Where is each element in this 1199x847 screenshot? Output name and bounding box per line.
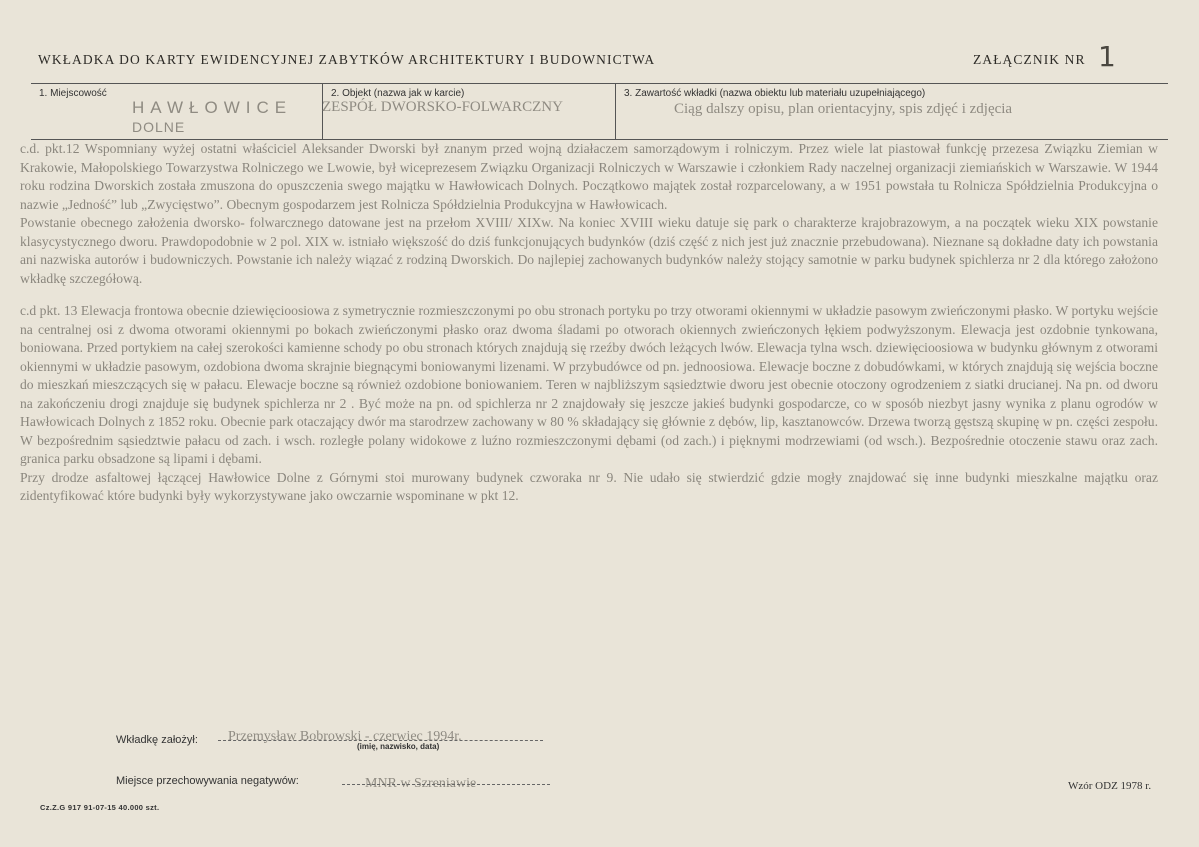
- location-value-line1: HAWŁOWICE: [132, 98, 293, 117]
- created-by-value: Przemysław Bobrowski - czerwiec 1994r.: [228, 729, 462, 744]
- negatives-location-value: MNR w Szreniawie: [365, 776, 477, 791]
- paragraph-origins: Powstanie obecnego założenia dworsko- folwarcznego datowane jest na przełom XVIII/ XIXw. Na koniec XVIII wieku datuje się park o charakterze krajobrazowym, a na początek wieku XIX powstanie klasycystycznego dworu. Prawdopodobnie w 2 pol. XIX w. istniało większość do dziś funkcjonujących budynków (dziś część z nich jest już znacznie przebudowana). Nieznane są dokładne daty ich powstania ani nazwiska autorów i budowniczych. Powstanie ich należy wiązać z rodziną Dworskich. Do najlepiej zachowanych budynków należy stojący samotnie w parku budynek spichlerza nr 2 dla którego założono wkładkę szczegółową.: [20, 215, 1158, 286]
- description-body: [20, 140, 1158, 506]
- negatives-location-label: Miejsce przechowywania negatywów:: [116, 775, 299, 787]
- paragraph-elevation: c.d pkt. 13 Elewacja frontowa obecnie dziewięcioosiowa z symetrycznie rozmieszczonymi po obu stronach portyku po trzy otworami okiennymi w układzie pasowym zwieńczonymi płasko. W portyku wejście na centralnej osi z dwoma otworami okiennymi po bokach zwieńczonymi płasko oraz dwoma śladami po otworach okiennych zwieńczonych łękiem podwyższonym. Elewacja jest ozdobnie tynkowana, boniowana. Przed portykiem na całej szerokości kamienne schody po obu stronach których znajdują się rzeźby dwóch leżących lwów. Elewacja tylna wsch. dziewięcioosiowa w budynku głównym z otworami okiennymi w układzie pasowym, ozdobiona dwoma skrajnie biegnącymi boniowanymi lizenami. W przybudówce od pn. jednoosiowa. Elewacje boczne z dobudówkami, w których znajdują się wejścia boczne do mieszkań mieszczących się w pałacu. Elewacje boczne są również ozdobione boniowaniem. Teren w najbliższym sąsiedztwie dworu jest obecnie otoczony ogrodzeniem z siatki drucianej. Na pn. od dworu na zakończeniu drogi znajduje się budynek spichlerza nr 2 . Być może na pn. od spichlerza nr 2 znajdowały się jeszcze jakieś budynki gospodarcze, co w sposób niezbyt jasny wynika z planu ogrodów w Hawłowicach Dolnych z 1852 roku. Obecnie park otaczający dwór ma starodrzew zachowany w 80 % składający się głównie z dębów, lip, kasztanowców. Drzewa tworzą gęstszą skupinę w pn. części zespołu. W bezpośrednim sąsiedztwie pałacu od zach. i wsch. rozległe polany widokowe z luźno rozmieszczonymi dębami (od zach.) i pięknymi modrzewiami (od wsch.). Bezpośrednie otoczenie stawu oraz zach. granica parku obsadzone są lipami i dębami.: [20, 303, 1158, 466]
- print-code: Cz.Z.G 917 91-07-15 40.000 szt.: [40, 803, 160, 812]
- object-label: 2. Objekt (nazwa jak w karcie): [331, 88, 465, 99]
- header-fields-table: [31, 83, 1168, 140]
- location-label: 1. Miejscowość: [39, 88, 107, 99]
- paragraph-buildings: Przy drodze asfaltowej łączącej Hawłowice Dolne z Górnymi stoi murowany budynek czworaka nr 9. Nie udało się stwierdzić gdzie mogły znajdować się inne budynki mieszkalne majątku oraz zidentyfikować które budynki były wykorzystywane jako owczarnie wspominane w pkt 12.: [20, 469, 1158, 503]
- contents-cell: [615, 84, 1169, 139]
- location-cell: [31, 84, 322, 139]
- created-by-label: Wkładkę założył:: [116, 734, 198, 746]
- created-by-line: [218, 740, 543, 741]
- paragraph-history: c.d. pkt.12 Wspomniany wyżej ostatni właściciel Aleksander Dworski był znanym przed wojną działaczem samorządowym i rolniczym. Przez wiele lat piastował funkcję przezesa Związku Ziemian w Krakowie, Małopolskiego Towarzystwa Rolniczego we Lwowie, był wiceprezesem Związku Organizacji Rolniczych w Warszawie i członkiem Rady naczelnej organizacji ziemiańskich w Warszawie. W 1944 roku rodzina Dworskich została zmuszona do opuszczenia swego majątku w Hawłowicach Dolnych. Początkowo majątek został rozparcelowany, a w 1951 powstała tu Rolnicza Spółdzielnia Produkcyjna o nazwie „Jedność” lub „Zwycięstwo”. Obecnym gospodarzem jest Rolnicza Spółdzielnia Produkcyjna w Hawłowicach.: [20, 141, 1158, 212]
- form-version: Wzór ODZ 1978 r.: [1068, 780, 1152, 792]
- form-title: WKŁADKA DO KARTY EWIDENCYJNEJ ZABYTKÓW ARCHITEKTURY I BUDOWNICTWA: [38, 52, 656, 67]
- attachment-label: ZAŁĄCZNIK NR: [973, 52, 1086, 67]
- location-value-line2: DOLNE: [132, 119, 186, 135]
- object-cell: [322, 84, 616, 139]
- object-value: ZESPÓŁ DWORSKO-FOLWARCZNY: [322, 99, 563, 115]
- attachment-number: 1: [1098, 40, 1116, 73]
- negatives-location-line: [342, 784, 550, 785]
- contents-label: 3. Zawartość wkładki (nazwa obiektu lub materiału uzupełniającego): [624, 88, 926, 99]
- created-by-hint: (imię, nazwisko, data): [357, 742, 440, 751]
- contents-value: Ciąg dalszy opisu, plan orientacyjny, spis zdjęć i zdjęcia: [674, 101, 1013, 117]
